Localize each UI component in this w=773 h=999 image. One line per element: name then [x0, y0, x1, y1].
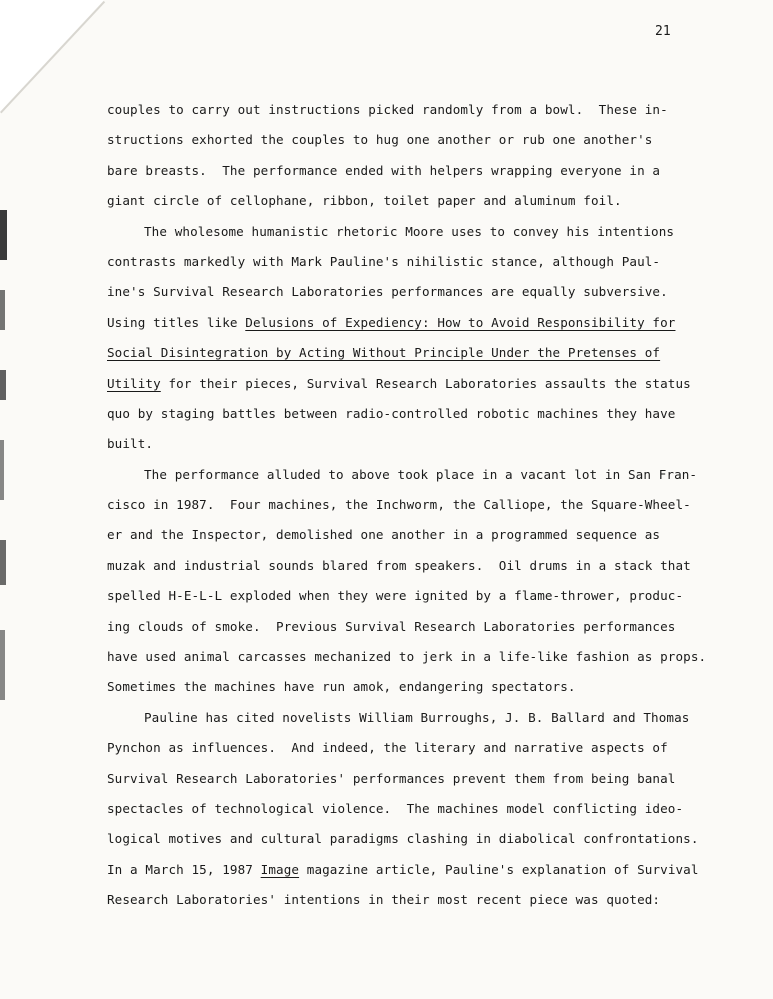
text-line: quo by staging battles between radio-controlled robotic machines they have [107, 405, 676, 421]
text-segment: Using titles like [107, 314, 246, 330]
text-line: Research Laboratories' intentions in their most recent piece was quoted: [107, 892, 661, 908]
text-line: The performance alluded to above took place in a vacant lot in San Fran- [144, 466, 698, 482]
text-line [107, 341, 717, 371]
text-line: cisco in 1987. Four machines, the Inchworm, the Calliope, the Square-Wheel- [107, 497, 691, 513]
text-line: contrasts markedly with Mark Pauline's nihilistic stance, although Paul- [107, 253, 661, 269]
text-line: structions exhorted the couples to hug one another or rub one another's [107, 132, 653, 148]
text-line [107, 372, 717, 402]
text-line: ing clouds of smoke. Previous Survival Research Laboratories performances [107, 618, 676, 634]
text-line: have used animal carcasses mechanized to jerk in a life-like fashion as props. [107, 649, 707, 665]
text-line: Survival Research Laboratories' performances prevent them from being banal [107, 770, 676, 786]
text-line: spelled H-E-L-L exploded when they were ignited by a flame-thrower, produc- [107, 588, 684, 604]
text-line: spectacles of technological violence. The machines model conflicting ideo- [107, 800, 684, 816]
text-line: built. [107, 436, 154, 452]
page-number: 21 [655, 24, 671, 39]
text-line: muzak and industrial sounds blared from speakers. Oil drums in a stack that [107, 557, 691, 573]
text-line: Pauline has cited novelists William Burroughs, J. B. Ballard and Thomas [144, 709, 690, 725]
text-line: logical motives and cultural paradigms clashing in diabolical confrontations. [107, 831, 699, 847]
text-line: giant circle of cellophane, ribbon, toilet paper and aluminum foil. [107, 193, 622, 209]
underlined-title: Utility [107, 375, 161, 391]
underlined-title: Delusions of Expediency: How to Avoid Responsibility for [245, 314, 676, 330]
text-line [107, 311, 717, 341]
body-text [107, 98, 717, 919]
text-line: couples to carry out instructions picked randomly from a bowl. These in- [107, 102, 668, 117]
text-segment: In a March 15, 1987 [107, 861, 261, 877]
text-line: The wholesome humanistic rhetoric Moore uses to convey his intentions [144, 223, 675, 239]
underlined-title: Image [260, 861, 300, 877]
text-line: bare breasts. The performance ended with helpers wrapping everyone in a [107, 162, 661, 178]
text-line: Sometimes the machines have run amok, endangering spectators. [107, 679, 576, 695]
text-segment: for their pieces, Survival Research Laboratories assaults the status [160, 375, 691, 391]
text-line [107, 858, 717, 888]
underlined-title: Social Disintegration by Acting Without Principle Under the Pretenses of [107, 345, 661, 361]
text-segment: magazine article, Pauline's explanation of Survival [299, 861, 699, 877]
scan-edge-artifacts [0, 210, 8, 730]
text-line: Pynchon as influences. And indeed, the literary and narrative aspects of [107, 740, 668, 756]
text-line: ine's Survival Research Laboratories performances are equally subversive. [107, 284, 668, 300]
text-line: er and the Inspector, demolished one another in a programmed sequence as [107, 527, 661, 543]
